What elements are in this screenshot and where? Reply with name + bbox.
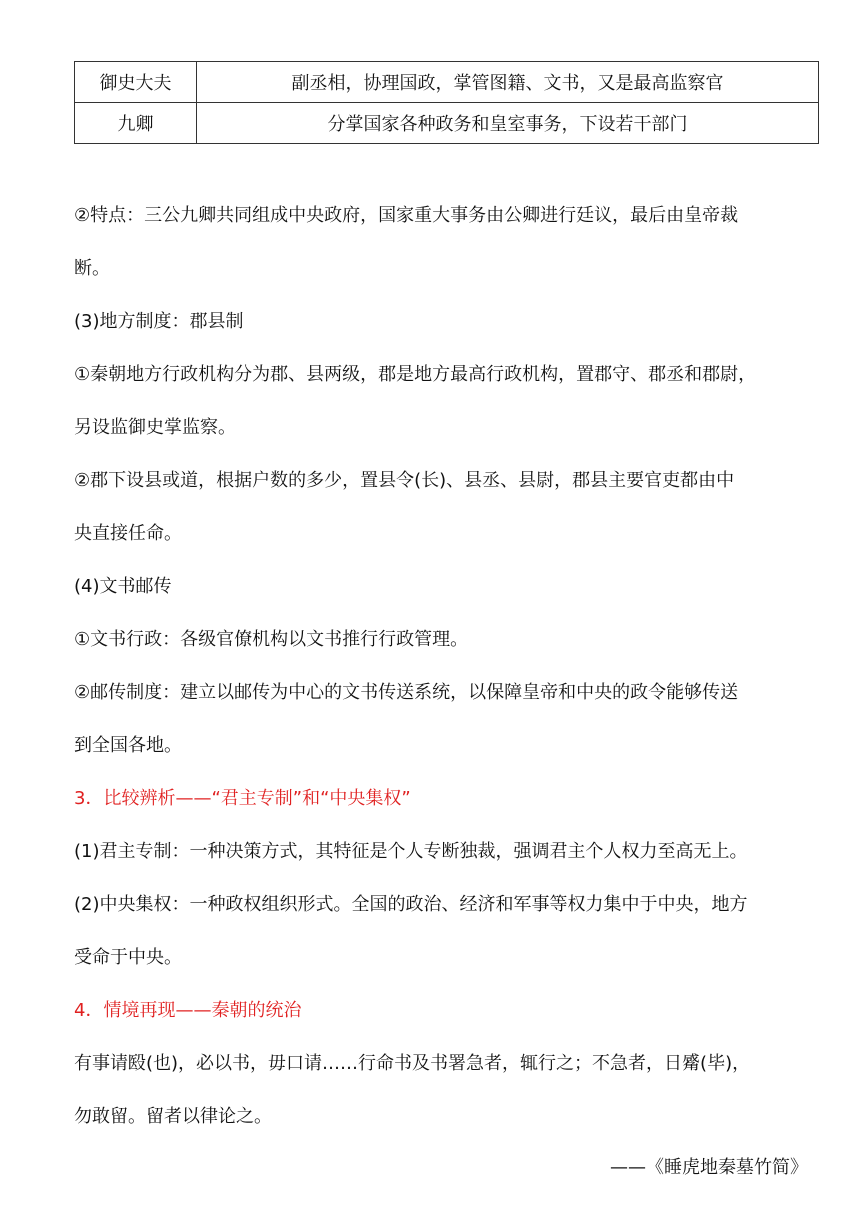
local-point-1-line-2: 另设监御史掌监察。 [74, 417, 236, 438]
local-point-2-line-1: ②郡下设县或道，根据户数的多少，置县令(长)、县丞、县尉，郡县主要官吏都由中 [74, 470, 735, 491]
official-duty-cell: 副丞相，协理国政，掌管图籍、文书，又是最高监察官 [197, 62, 819, 103]
quote-line-2: 勿敢留。留者以律论之。 [74, 1106, 272, 1127]
quote-line-1: 有事请殹(也)，必以书，毋口请……行命书及书署急者，辄行之；不急者，日觱(毕)， [74, 1053, 751, 1074]
table-row [75, 103, 819, 144]
documents-point-2-line-1: ②邮传制度：建立以邮传为中心的文书传送系统，以保障皇帝和中央的政令能够传送 [74, 682, 739, 703]
documents-heading: (4)文书邮传 [74, 576, 172, 597]
autocracy-definition: (1)君主专制：一种决策方式，其特征是个人专断独裁，强调君主个人权力至高无上。 [74, 841, 748, 862]
section-3-heading: 3．比较辨析——“君主专制”和“中央集权” [74, 788, 411, 809]
documents-point-1: ①文书行政：各级官僚机构以文书推行行政管理。 [74, 629, 469, 650]
local-system-heading: (3)地方制度：郡县制 [74, 311, 244, 332]
official-name-cell: 九卿 [75, 103, 197, 144]
local-point-2-line-2: 央直接任命。 [74, 523, 182, 544]
centralization-line-1: (2)中央集权：一种政权组织形式。全国的政治、经济和军事等权力集中于中央，地方 [74, 894, 748, 915]
officials-table [74, 61, 819, 144]
feature-line-1: ②特点：三公九卿共同组成中央政府，国家重大事务由公卿进行廷议，最后由皇帝裁 [74, 205, 739, 226]
table-row [75, 62, 819, 103]
documents-point-2-line-2: 到全国各地。 [74, 735, 182, 756]
centralization-line-2: 受命于中央。 [74, 947, 182, 968]
local-point-1-line-1: ①秦朝地方行政机构分为郡、县两级，郡是地方最高行政机构，置郡守、郡丞和郡尉， [74, 364, 757, 385]
official-duty-cell: 分掌国家各种政务和皇室事务，下设若干部门 [197, 103, 819, 144]
section-4-heading: 4．情境再现——秦朝的统治 [74, 1000, 302, 1021]
official-name-cell: 御史大夫 [75, 62, 197, 103]
feature-line-2: 断。 [74, 258, 110, 279]
quote-source: ——《睡虎地秦墓竹简》 [610, 1157, 808, 1178]
